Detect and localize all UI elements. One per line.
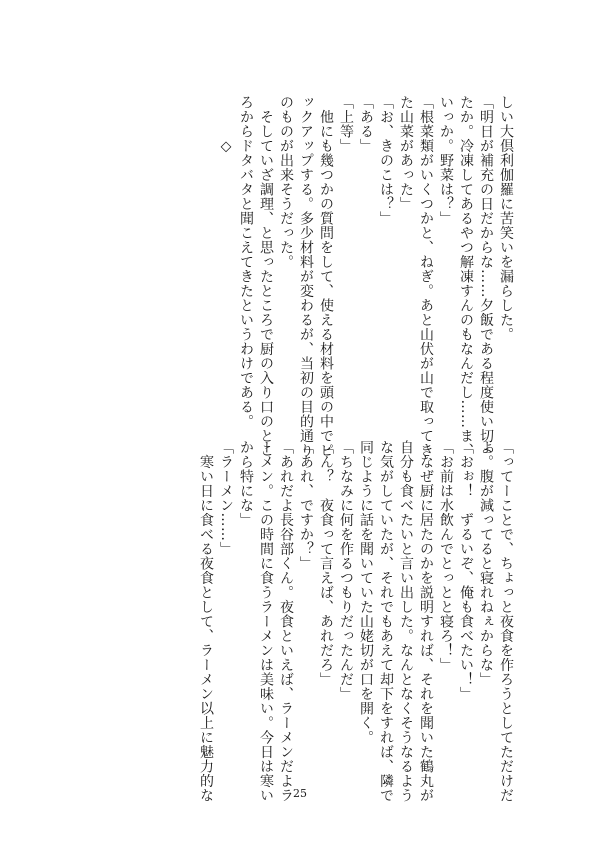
text-line: なぜ厨に居たのかを説明すれば、それを聞いた鶴丸が [418,440,434,803]
page-number: 25 [293,787,307,800]
section-break-diamond: ◇ [218,95,234,155]
text-line: 「根菜類がいくつかと、ねぎ。あと山伏が山で取ってき [418,95,434,458]
text-line: 「ん？ 夜食って言えば、あれだろ」 [318,440,334,687]
text-line: 「お前は水飲んでとっとと寝ろ！」 [438,440,454,672]
text-line: から特にな」 [238,440,254,527]
text-line: た山菜があった」 [398,95,414,211]
text-line: 自分も食べたいと言い出した。なんとなくそうなるよう [398,440,414,803]
text-line: 「ラーメン……」 [218,440,234,556]
text-line: 「おぉ！ ずるいぞ、俺も食べたい！」 [458,440,474,701]
text-line: 寒い日に食べる夜食として、ラーメン以上に魅力的な [198,440,214,803]
text-line: 「あれ、ですか？」 [298,440,314,571]
text-line: 「ちなみに何を作るつもりだったんだ」 [338,440,354,701]
text-line: 「ある」 [358,95,374,153]
text-line: いっか。野菜は？」 [438,95,454,226]
text-line: 他にも幾つかの質問をして、使える材料を頭の中でピ [318,95,334,458]
text-block-upper [216,95,516,458]
text-line: 「あれだよ長谷部くん。夜食といえば、ラーメンだよラ [278,440,294,803]
text-line: よ。腹が減ってると寝れねぇからな」 [478,440,494,687]
text-line: ックアップする。多少材料が変わるが、当初の目的通り [298,95,314,458]
text-line: 「上等」 [338,95,354,153]
text-line: 「ってーことで、ちょっと夜食を作ろうとしてただけだ [498,440,514,803]
text-line: ーメン。この時間に食うラーメンは美味い。今日は寒い [258,440,274,803]
text-line: しい大倶利伽羅に苦笑いを漏らした。 [498,95,514,342]
text-line: たか。冷凍してあるやつ解凍すんのもなんだし……ま、 [458,95,474,458]
text-line: そしていざ調理、と思ったところで厨の入り口のとこ [258,95,274,458]
text-line: ろからドタバタと聞こえてきたというわけである。 [238,95,254,429]
text-line: 同じように話を聞いていた山姥切が口を開く。 [358,440,374,745]
text-line: 「明日が補充の日だからな……夕飯である程度使い切っ [478,95,494,458]
text-line: のものが出来そうだった。 [278,95,294,269]
text-line: 「お、きのこは？」 [378,95,394,226]
text-line: な気がしていたが、それでもあえて却下をすれば、隣で [378,440,394,803]
